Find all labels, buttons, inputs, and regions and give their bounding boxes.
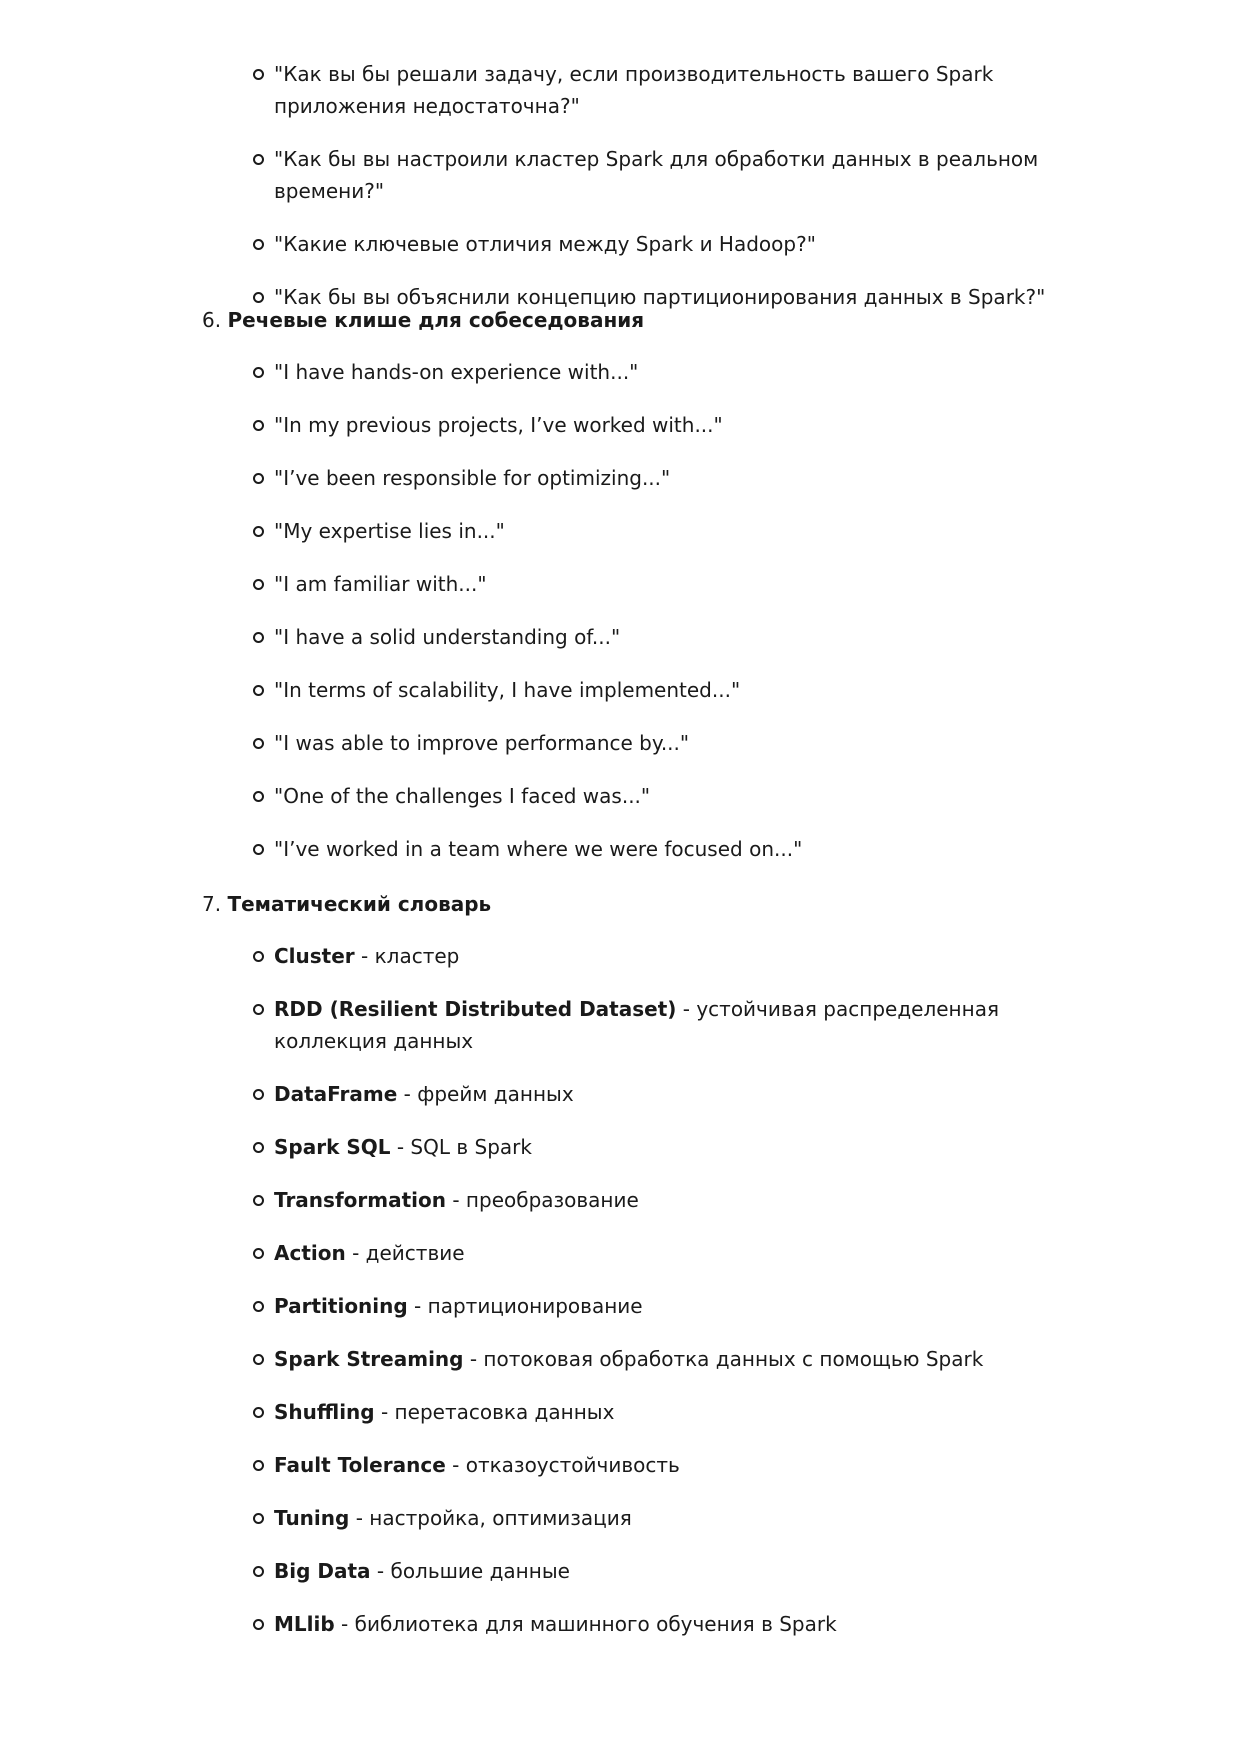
glossary-term: Action <box>274 1241 346 1265</box>
list-item: "In my previous projects, I’ve worked with..." <box>254 409 1114 441</box>
glossary-item <box>254 1502 1114 1534</box>
glossary-item <box>254 993 1114 1057</box>
section-number: 6. <box>202 308 222 332</box>
glossary-item <box>254 1396 1114 1428</box>
glossary-definition: - потоковая обработка данных с помощью Spark <box>463 1347 984 1371</box>
glossary-item <box>254 1131 1114 1163</box>
glossary-item <box>254 1555 1114 1587</box>
glossary-definition: - большие данные <box>370 1559 570 1583</box>
glossary-item <box>254 1237 1114 1269</box>
list-item: "Как вы бы решали задачу, если производительность вашего Spark приложения недостаточна?" <box>254 58 1114 122</box>
list-item: "Как бы вы объяснили концепцию партиционирования данных в Spark?" <box>254 281 1114 313</box>
glossary-definition: - партиционирование <box>407 1294 643 1318</box>
section-6-heading <box>202 304 644 336</box>
glossary-term: Cluster <box>274 944 355 968</box>
glossary-item <box>254 1343 1114 1375</box>
glossary-term: Fault Tolerance <box>274 1453 446 1477</box>
list-item: "Какие ключевые отличия между Spark и Hadoop?" <box>254 228 1114 260</box>
glossary-item <box>254 1184 1114 1216</box>
phrases-list <box>254 356 1114 886</box>
list-item: "I was able to improve performance by..." <box>254 727 1114 759</box>
section-number: 7. <box>202 892 222 916</box>
glossary-term: Big Data <box>274 1559 371 1583</box>
section-7-heading <box>202 888 491 920</box>
list-item: "One of the challenges I faced was..." <box>254 780 1114 812</box>
glossary-item <box>254 1449 1114 1481</box>
list-item: "I’ve been responsible for optimizing..." <box>254 462 1114 494</box>
section-title: Речевые клише для собеседования <box>227 308 645 332</box>
list-item: "In terms of scalability, I have implemented..." <box>254 674 1114 706</box>
glossary-term: Spark SQL <box>274 1135 391 1159</box>
glossary-term: Spark Streaming <box>274 1347 464 1371</box>
glossary-term: Transformation <box>274 1188 446 1212</box>
glossary-item <box>254 940 1114 972</box>
list-item: "I have hands-on experience with..." <box>254 356 1114 388</box>
glossary-item <box>254 1608 1114 1640</box>
glossary-definition: - действие <box>345 1241 465 1265</box>
glossary-term: RDD (Resilient Distributed Dataset) <box>274 997 677 1021</box>
glossary-term: Tuning <box>274 1506 350 1530</box>
list-item: "I have a solid understanding of..." <box>254 621 1114 653</box>
glossary-definition: - устойчивая распределенная коллекция данных <box>274 997 999 1053</box>
glossary-list <box>254 940 1114 1661</box>
glossary-term: DataFrame <box>274 1082 398 1106</box>
list-item: "I’ve worked in a team where we were focused on..." <box>254 833 1114 865</box>
glossary-definition: - перетасовка данных <box>374 1400 615 1424</box>
glossary-definition: - настройка, оптимизация <box>349 1506 632 1530</box>
glossary-term: Partitioning <box>274 1294 408 1318</box>
glossary-item <box>254 1078 1114 1110</box>
interview-questions-list <box>254 58 1114 334</box>
glossary-definition: - SQL в Spark <box>390 1135 532 1159</box>
glossary-definition: - кластер <box>354 944 460 968</box>
glossary-term: Shuffling <box>274 1400 375 1424</box>
list-item: "I am familiar with..." <box>254 568 1114 600</box>
list-item: "My expertise lies in..." <box>254 515 1114 547</box>
glossary-definition: - преобразование <box>445 1188 639 1212</box>
glossary-item <box>254 1290 1114 1322</box>
glossary-definition: - библиотека для машинного обучения в Spark <box>334 1612 837 1636</box>
glossary-definition: - отказоустойчивость <box>445 1453 680 1477</box>
section-title: Тематический словарь <box>227 892 492 916</box>
glossary-term: MLlib <box>274 1612 335 1636</box>
glossary-definition: - фрейм данных <box>397 1082 574 1106</box>
list-item: "Как бы вы настроили кластер Spark для обработки данных в реальном времени?" <box>254 143 1114 207</box>
